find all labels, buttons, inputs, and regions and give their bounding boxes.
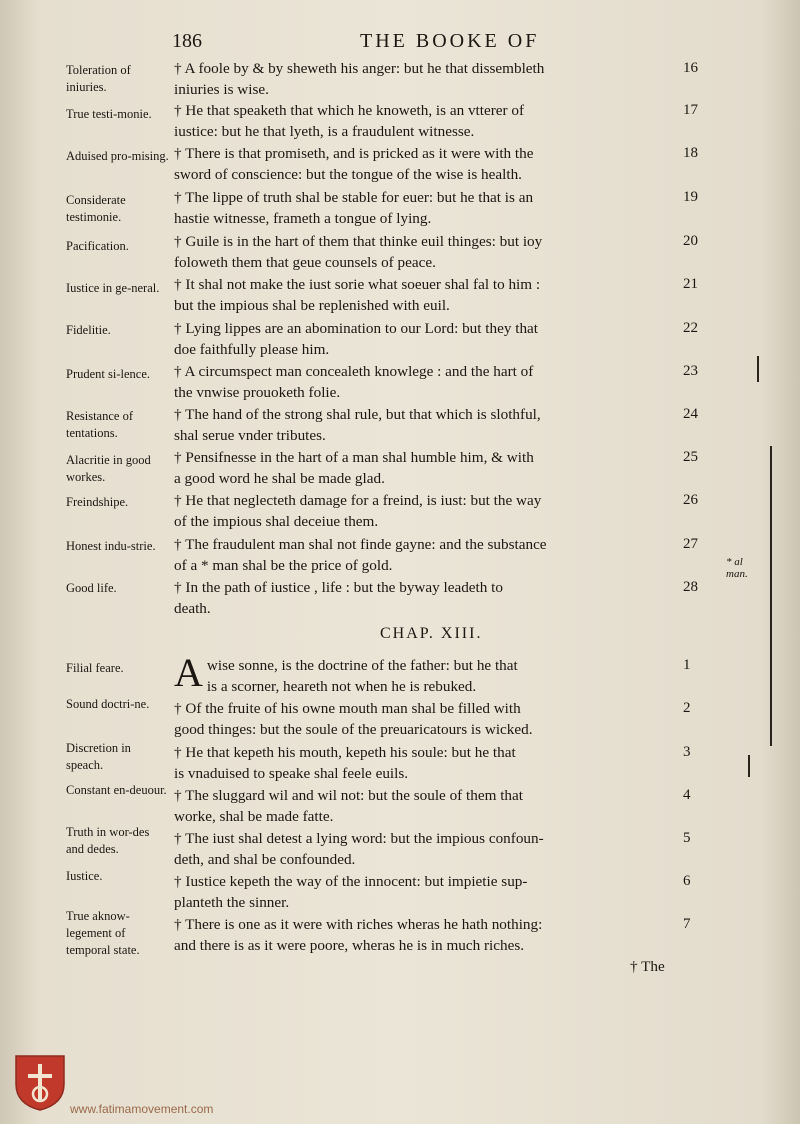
verse-text: † The iust shal detest a lying word: but the impious confoun- deth, and shal be confounded. bbox=[174, 830, 544, 868]
verse-number: 7 bbox=[683, 916, 691, 932]
marginal-note: Good life. bbox=[66, 581, 117, 595]
marginal-note: Freindshipe. bbox=[66, 495, 129, 509]
verse-number: 24 bbox=[683, 406, 698, 422]
verse-number: 18 bbox=[683, 145, 698, 161]
marginal-note: Fidelitie. bbox=[66, 323, 111, 337]
verse-number: 22 bbox=[683, 320, 698, 336]
verse-number: 16 bbox=[683, 60, 698, 76]
verse-text: † The sluggard wil and wil not: but the soule of them that worke, shal be made fatte. bbox=[174, 787, 523, 825]
marginal-note: True testi-monie. bbox=[66, 107, 152, 121]
verse-text: † Pensifnesse in the hart of a man shal humble him, & with a good word he shal be made glad. bbox=[174, 449, 534, 487]
verse-number: 21 bbox=[683, 276, 698, 292]
verse-text: † There is one as it were with riches wheras he hath nothing: and there is as it were poore, wheras he is in much riches. bbox=[174, 916, 543, 954]
verse-number: 19 bbox=[683, 189, 698, 205]
marginal-note: Prudent si-lence. bbox=[66, 367, 151, 381]
verse-text: † There is that promiseth, and is pricked as it were with the sword of conscience: but the tongue of the wise is health. bbox=[174, 145, 534, 183]
marginal-note: Iustice. bbox=[66, 869, 103, 883]
verse-number: 26 bbox=[683, 492, 698, 508]
footer-website[interactable]: www.fatimamovement.com bbox=[70, 1102, 214, 1116]
verse-number: 23 bbox=[683, 363, 698, 379]
verse-text: † He that neglecteth damage for a freind, is iust: but the way of the impious shal deceiue them. bbox=[174, 492, 542, 530]
verse-text: † Iustice kepeth the way of the innocent: but impietie sup- planteth the sinner. bbox=[174, 873, 528, 911]
verse-text: † The hand of the strong shal rule, but that which is slothful, shal serue vnder tributes. bbox=[174, 406, 541, 444]
catchword: † The bbox=[630, 958, 665, 975]
marginal-note: Resistance of tentations. bbox=[66, 409, 133, 440]
marginal-note: Truth in wor-des and dedes. bbox=[66, 825, 150, 856]
verse-text: † Lying lippes are an abomination to our Lord: but they that doe faithfully please him. bbox=[174, 320, 539, 358]
marginal-note: Discretion in speach. bbox=[66, 741, 131, 772]
verse-text: † Of the fruite of his owne mouth man shal be filled with good thinges: but the soule of the preuaricatours is wicked. bbox=[174, 700, 533, 738]
verse-number: 3 bbox=[683, 744, 691, 760]
marginal-note: True aknow-legement of temporal state. bbox=[66, 909, 140, 957]
marginal-note: Constant en-deuour. bbox=[66, 783, 167, 797]
verse-number: 27 bbox=[683, 536, 698, 552]
right-margin-note: * al man. bbox=[726, 556, 748, 580]
marginal-note: Aduised pro-mising. bbox=[66, 149, 169, 163]
papal-coat-of-arms-icon bbox=[14, 1054, 66, 1112]
page-number: 186 bbox=[172, 30, 202, 52]
marginal-note: Iustice in ge-neral. bbox=[66, 281, 160, 295]
verse-text: Awise sonne, is the doctrine of the father: but he that is a scorner, heareth not when he is rebuked. bbox=[174, 650, 518, 695]
verse-number: 4 bbox=[683, 787, 691, 803]
verse-text: † In the path of iustice , life : but the byway leadeth to death. bbox=[174, 579, 503, 617]
marginal-note: Toleration of iniuries. bbox=[66, 63, 131, 94]
verse-number: 6 bbox=[683, 873, 691, 889]
verse-text: † He that speaketh that which he knoweth, is an vtterer of iustice: but he that lyeth, is a fraudulent witnesse. bbox=[174, 102, 525, 140]
verse-number: 28 bbox=[683, 579, 698, 595]
margin-rule bbox=[748, 755, 750, 777]
verse-text: † The lippe of truth shal be stable for euer: but he that is an hastie witnesse, frameth a tongue of lying. bbox=[174, 189, 534, 227]
verse-number: 5 bbox=[683, 830, 691, 846]
marginal-note: Alacritie in good workes. bbox=[66, 453, 151, 484]
margin-rule bbox=[757, 356, 759, 382]
verse-text: † He that kepeth his mouth, kepeth his soule: but he that is vnaduised to speake shal feele euils. bbox=[174, 744, 516, 782]
verse-text: † Guile is in the hart of them that thinke euil thinges: but ioy foloweth them that geue counsels of peace. bbox=[174, 233, 543, 271]
verse-text: † It shal not make the iust sorie what soeuer shal fal to him : but the impious shal be replenished with euil. bbox=[174, 276, 541, 314]
verse-number: 17 bbox=[683, 102, 698, 118]
verse-text: † The fraudulent man shal not finde gayne: and the substance of a * man shal be the price of gold. bbox=[174, 536, 547, 574]
chapter-heading: CHAP. XIII. bbox=[380, 625, 483, 642]
marginal-note: Considerate testimonie. bbox=[66, 193, 126, 224]
marginal-note: Pacification. bbox=[66, 239, 129, 253]
verse-text: † A foole by & by sheweth his anger: but he that dissembleth iniuries is wise. bbox=[174, 60, 545, 98]
drop-capital: A bbox=[174, 650, 203, 695]
marginal-note: Sound doctri-ne. bbox=[66, 697, 150, 711]
running-title: THE BOOKE OF bbox=[360, 30, 540, 52]
marginal-note: Honest indu-strie. bbox=[66, 539, 156, 553]
verse-text: † A circumspect man concealeth knowlege : and the hart of the vnwise prouoketh folie. bbox=[174, 363, 534, 401]
verse-number: 20 bbox=[683, 233, 698, 249]
verse-number: 25 bbox=[683, 449, 698, 465]
margin-rule bbox=[770, 446, 772, 746]
marginal-note: Filial feare. bbox=[66, 661, 124, 675]
verse-number: 2 bbox=[683, 700, 691, 716]
verse-number: 1 bbox=[683, 657, 691, 673]
